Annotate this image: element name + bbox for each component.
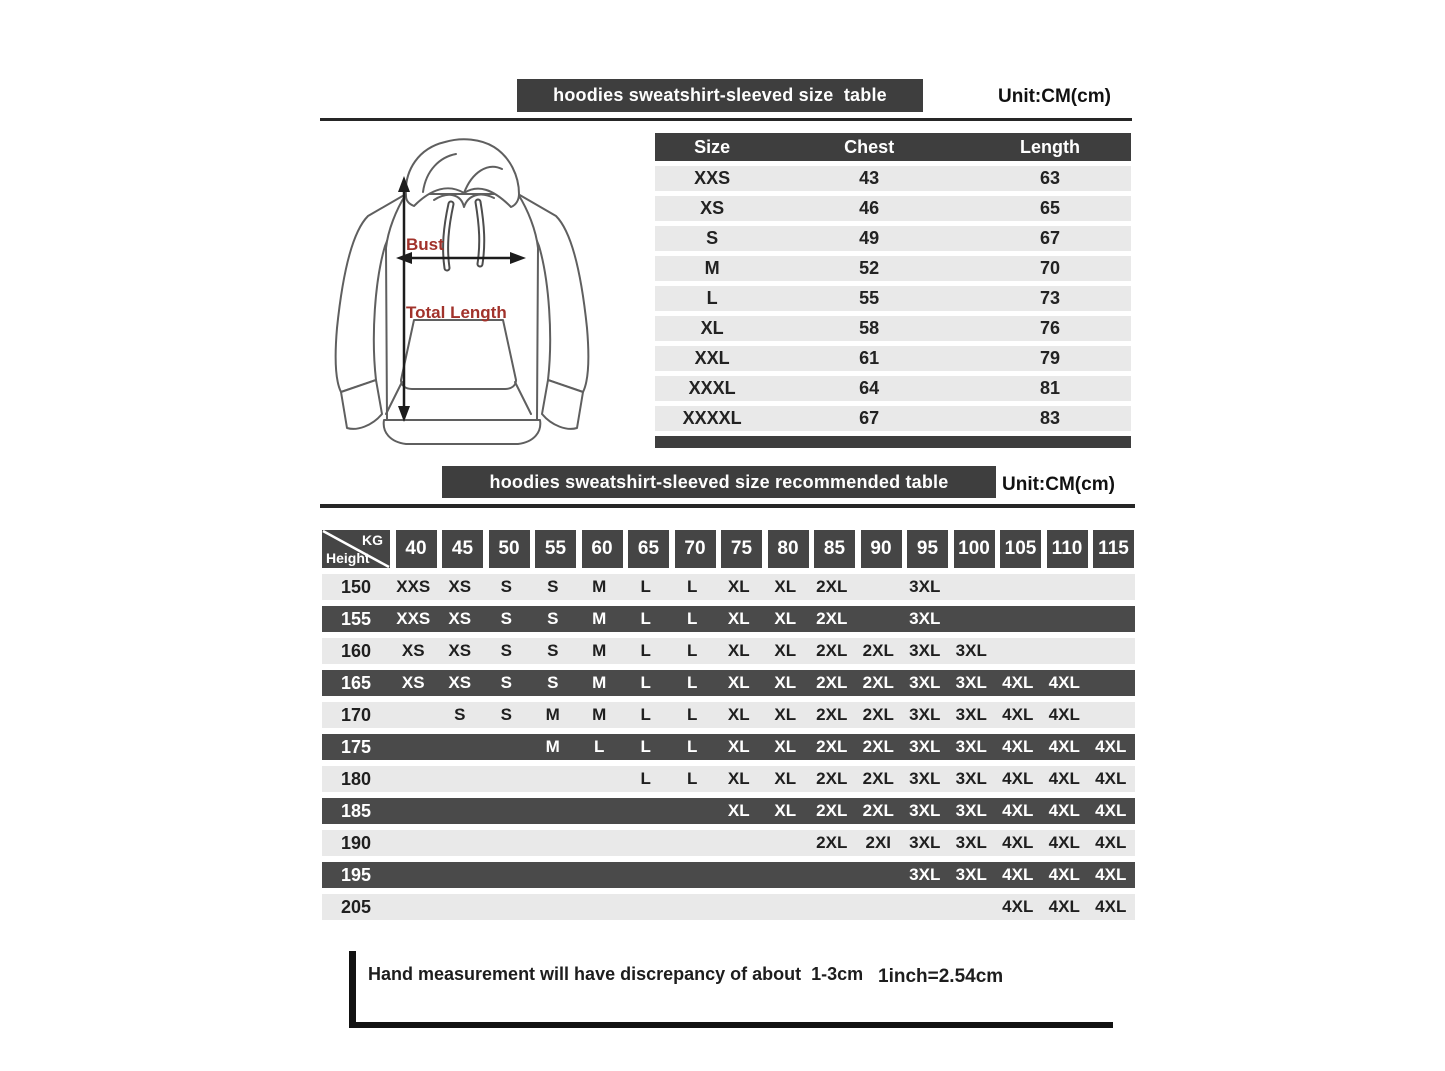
size-recommendation-cell: 4XL — [1095, 897, 1127, 916]
size-recommendation-cell: M — [592, 641, 607, 660]
size-recommendation-cell: XL — [727, 801, 750, 820]
size-recommendation-cell: 4XL — [1002, 769, 1034, 788]
size-recommendation-cell: 3XL — [955, 865, 987, 884]
length-cell: 70 — [1040, 258, 1061, 278]
size-recommendation-cell: XL — [727, 577, 750, 596]
size-table-row — [655, 406, 1131, 431]
size-recommendation-cell: 4XL — [1048, 705, 1080, 724]
chest-cell: 52 — [859, 258, 880, 278]
size-recommendation-cell: 3XL — [909, 641, 941, 660]
size-table-row — [655, 226, 1131, 251]
size-recommendation-cell: XL — [774, 737, 797, 756]
matrix-row — [322, 798, 1135, 824]
chest-cell: 61 — [859, 348, 880, 368]
size-recommendation-cell: XL — [774, 673, 797, 692]
size-recommendation-cell: 4XL — [1002, 833, 1034, 852]
size-recommendation-cell: L — [640, 737, 651, 756]
hoodie-hem — [384, 420, 541, 444]
size-table-header-chest: Chest — [844, 136, 895, 157]
size-cell: XXL — [694, 348, 730, 368]
size-cell: XXXL — [688, 378, 736, 398]
size-recommendation-cell: 2XL — [816, 673, 848, 692]
section1-unit: Unit:CM(cm) — [998, 86, 1111, 107]
size-table-header-length: Length — [1020, 136, 1081, 157]
total-length-label: Total Length — [406, 303, 507, 322]
height-label-cell: 175 — [340, 736, 372, 757]
size-recommendation-cell: XL — [727, 705, 750, 724]
length-cell: 65 — [1040, 198, 1061, 218]
size-recommendation-cell: 4XL — [1002, 865, 1034, 884]
weight-header-cell: 115 — [1093, 530, 1134, 568]
weight-header-cell: 55 — [535, 530, 576, 568]
height-label-cell: 185 — [340, 800, 372, 821]
inch-conversion-note: 1inch=2.54cm — [878, 966, 1004, 987]
size-recommendation-cell: XS — [448, 641, 472, 660]
size-cell: M — [704, 258, 720, 278]
size-recommendation-cell: XL — [727, 737, 750, 756]
matrix-row — [322, 702, 1135, 728]
size-recommendation-cell: L — [687, 737, 698, 756]
hoodie-pocket — [401, 320, 516, 389]
size-recommendation-cell: L — [687, 673, 698, 692]
size-recommendation-cell: 3XL — [955, 705, 987, 724]
height-label-cell: 180 — [340, 768, 372, 789]
size-recommendation-cell: S — [454, 705, 466, 724]
size-recommendation-cell: S — [500, 577, 512, 596]
size-recommendation-cell: M — [592, 673, 607, 692]
size-recommendation-cell: L — [640, 641, 651, 660]
matrix-row — [322, 830, 1135, 856]
size-recommendation-cell: 2XL — [862, 801, 894, 820]
size-recommendation-cell: 4XL — [1048, 769, 1080, 788]
chest-cell: 46 — [859, 198, 880, 218]
size-recommendation-cell: 3XL — [955, 673, 987, 692]
size-recommendation-cell: L — [687, 705, 698, 724]
corner-kg-label: KG — [362, 532, 383, 548]
chest-cell: 43 — [859, 168, 880, 188]
size-recommendation-cell: 2XL — [862, 641, 894, 660]
size-recommendation-cell: 2XL — [862, 769, 894, 788]
height-label-cell: 155 — [340, 608, 372, 629]
size-cell: L — [706, 288, 718, 308]
chest-cell: 64 — [859, 378, 880, 398]
weight-header-cell: 65 — [628, 530, 669, 568]
length-cell: 73 — [1040, 288, 1061, 308]
size-recommendation-cell: L — [640, 673, 651, 692]
size-recommendation-cell: M — [592, 577, 607, 596]
size-recommendation-cell: 3XL — [909, 769, 941, 788]
section1-divider — [320, 118, 1132, 121]
size-table-row — [655, 196, 1131, 221]
length-cell: 76 — [1040, 318, 1061, 338]
size-recommendation-cell: S — [500, 641, 512, 660]
weight-header-cell: 45 — [442, 530, 483, 568]
height-label-cell: 165 — [340, 672, 372, 693]
size-recommendation-cell: XXS — [396, 609, 431, 628]
size-recommendation-cell: XS — [401, 673, 425, 692]
size-recommendation-cell: XL — [727, 609, 750, 628]
size-recommendation-cell: S — [547, 641, 559, 660]
size-recommendation-cell: 4XL — [1095, 833, 1127, 852]
size-recommendation-cell: XL — [727, 673, 750, 692]
size-recommendation-cell: S — [500, 673, 512, 692]
size-recommendation-cell: 2XL — [816, 577, 848, 596]
height-label-cell: 160 — [340, 640, 372, 661]
size-recommendation-cell: 4XL — [1002, 673, 1034, 692]
size-table-row — [655, 346, 1131, 371]
size-recommendation-cell: 3XL — [955, 833, 987, 852]
weight-header-cell: 85 — [814, 530, 855, 568]
size-recommendation-cell: 3XL — [909, 737, 941, 756]
size-recommendation-cell: 3XL — [909, 865, 941, 884]
length-cell: 79 — [1040, 348, 1061, 368]
size-table-body — [655, 166, 1131, 431]
size-recommendation-cell: 3XL — [955, 737, 987, 756]
matrix-row — [322, 894, 1135, 920]
size-recommendation-cell: 2XL — [862, 705, 894, 724]
size-table-row — [655, 376, 1131, 401]
length-cell: 83 — [1040, 408, 1061, 428]
weight-header-cell: 100 — [954, 530, 995, 568]
size-recommendation-cell: XXS — [396, 577, 431, 596]
size-recommendation-cell: 4XL — [1002, 737, 1034, 756]
corner-height-label: Height — [326, 550, 370, 566]
chest-cell: 55 — [859, 288, 880, 308]
size-recommendation-cell: 2XL — [862, 737, 894, 756]
size-recommendation-cell: XL — [774, 801, 797, 820]
size-table-row — [655, 256, 1131, 281]
size-recommendation-cell: S — [500, 609, 512, 628]
footer-left-bar — [349, 951, 356, 1028]
size-recommendation-cell: 4XL — [1048, 897, 1080, 916]
weight-header-cell: 90 — [861, 530, 902, 568]
weight-header-cell: 40 — [396, 530, 437, 568]
size-recommendation-cell: L — [687, 641, 698, 660]
length-cell: 81 — [1040, 378, 1061, 398]
size-recommendation-cell: 3XL — [909, 705, 941, 724]
matrix-row — [322, 734, 1135, 760]
section2-divider — [320, 504, 1135, 508]
size-recommendation-cell: 2XL — [862, 673, 894, 692]
size-recommendation-cell: M — [545, 705, 560, 724]
size-recommendation-cell: S — [500, 705, 512, 724]
chest-cell: 67 — [859, 408, 880, 428]
height-label-cell: 150 — [340, 576, 372, 597]
footer-bottom-rule — [349, 1022, 1113, 1028]
size-recommendation-cell: 2XL — [816, 801, 848, 820]
size-recommendation-cell: 3XL — [909, 833, 941, 852]
bust-label: Bust — [406, 235, 444, 254]
size-recommendation-cell: S — [547, 673, 559, 692]
measurement-note: Hand measurement will have discrepancy of about 1-3cm — [368, 964, 864, 984]
section2-unit: Unit:CM(cm) — [1002, 474, 1115, 495]
size-recommendation-cell: XS — [448, 609, 472, 628]
size-recommendation-cell: 3XL — [955, 801, 987, 820]
size-cell: XS — [700, 198, 725, 218]
size-recommendation-cell: L — [594, 737, 605, 756]
weight-header-cell: 95 — [907, 530, 948, 568]
matrix-row — [322, 766, 1135, 792]
length-cell: 67 — [1040, 228, 1061, 248]
size-recommendation-cell: M — [592, 609, 607, 628]
section1-title: hoodies sweatshirt-sleeved size table — [517, 79, 923, 112]
size-recommendation-cell: 2XL — [816, 737, 848, 756]
size-recommendation-cell: L — [687, 609, 698, 628]
size-recommendation-cell: M — [592, 705, 607, 724]
height-label-cell: 205 — [340, 896, 372, 917]
size-recommendation-cell: M — [545, 737, 560, 756]
matrix-body — [322, 574, 1135, 920]
size-recommendation-cell: L — [687, 577, 698, 596]
size-table-row — [655, 286, 1131, 311]
size-recommendation-cell: 4XL — [1002, 705, 1034, 724]
chest-cell: 49 — [859, 228, 880, 248]
size-recommendation-cell: 4XL — [1048, 801, 1080, 820]
size-recommendation-cell: 4XL — [1048, 737, 1080, 756]
size-recommendation-cell: XL — [727, 641, 750, 660]
size-table-footbar — [655, 436, 1131, 448]
hoodie-diagram — [322, 132, 612, 458]
weight-header-cell: 70 — [675, 530, 716, 568]
size-recommendation-cell: XS — [448, 673, 472, 692]
matrix-row — [322, 670, 1135, 696]
size-recommendation-cell: XL — [774, 577, 797, 596]
size-recommendation-cell: 4XL — [1048, 673, 1080, 692]
size-recommendation-cell: L — [640, 609, 651, 628]
size-recommendation-cell: XL — [774, 705, 797, 724]
size-recommendation-cell: 4XL — [1095, 865, 1127, 884]
size-recommendation-cell: 4XL — [1095, 737, 1127, 756]
size-recommendation-cell: 4XL — [1002, 897, 1034, 916]
length-cell: 63 — [1040, 168, 1061, 188]
size-table — [655, 133, 1131, 448]
weight-header-cell: 105 — [1000, 530, 1041, 568]
chest-cell: 58 — [859, 318, 880, 338]
size-recommendation-cell: XS — [448, 577, 472, 596]
weight-header-cell: 110 — [1047, 530, 1088, 568]
size-recommendation-cell: XL — [774, 641, 797, 660]
section2-title: hoodies sweatshirt-sleeved size recommended table — [442, 466, 996, 498]
matrix-row — [322, 574, 1135, 600]
height-label-cell: 170 — [340, 704, 372, 725]
size-recommendation-cell: 3XL — [909, 577, 941, 596]
size-recommendation-cell: 4XL — [1002, 801, 1034, 820]
size-recommendation-cell: L — [640, 577, 651, 596]
size-recommendation-cell: S — [547, 609, 559, 628]
size-cell: S — [706, 228, 719, 248]
weight-header-cell: 50 — [489, 530, 530, 568]
size-table-row — [655, 316, 1131, 341]
size-recommendation-cell: 4XL — [1095, 769, 1127, 788]
weight-header-cell: 75 — [721, 530, 762, 568]
weight-header-cell: 80 — [768, 530, 809, 568]
weight-header-cell: 60 — [582, 530, 623, 568]
size-table-row — [655, 166, 1131, 191]
size-recommendation-cell: 4XL — [1095, 801, 1127, 820]
recommendation-matrix — [322, 530, 1135, 920]
size-recommendation-cell: S — [547, 577, 559, 596]
size-recommendation-cell: XL — [727, 769, 750, 788]
size-recommendation-cell: 2XL — [816, 833, 848, 852]
size-cell: XL — [700, 318, 724, 338]
size-recommendation-cell: 2XI — [865, 833, 892, 852]
size-recommendation-cell: 3XL — [955, 769, 987, 788]
size-recommendation-cell: 3XL — [909, 673, 941, 692]
size-recommendation-cell: 4XL — [1048, 833, 1080, 852]
size-recommendation-cell: 2XL — [816, 769, 848, 788]
size-recommendation-cell: 3XL — [909, 609, 941, 628]
matrix-row — [322, 862, 1135, 888]
size-recommendation-cell: 2XL — [816, 705, 848, 724]
matrix-row — [322, 606, 1135, 632]
size-recommendation-cell: 4XL — [1048, 865, 1080, 884]
size-cell: XXXXL — [682, 408, 742, 428]
matrix-header — [322, 530, 1135, 568]
size-recommendation-cell: XL — [774, 769, 797, 788]
size-recommendation-cell: 2XL — [816, 641, 848, 660]
size-cell: XXS — [694, 168, 731, 188]
size-table-header — [655, 133, 1131, 161]
size-recommendation-cell: XS — [401, 641, 425, 660]
size-recommendation-cell: L — [640, 705, 651, 724]
height-label-cell: 190 — [340, 832, 372, 853]
height-label-cell: 195 — [340, 864, 372, 885]
matrix-corner-cell — [322, 530, 390, 568]
size-table-header-size: Size — [694, 136, 731, 157]
size-recommendation-cell: 3XL — [909, 801, 941, 820]
matrix-row — [322, 638, 1135, 664]
size-recommendation-cell: XL — [774, 609, 797, 628]
size-recommendation-cell: L — [687, 769, 698, 788]
size-recommendation-cell: 2XL — [816, 609, 848, 628]
size-recommendation-cell: 3XL — [955, 641, 987, 660]
size-recommendation-cell: L — [640, 769, 651, 788]
